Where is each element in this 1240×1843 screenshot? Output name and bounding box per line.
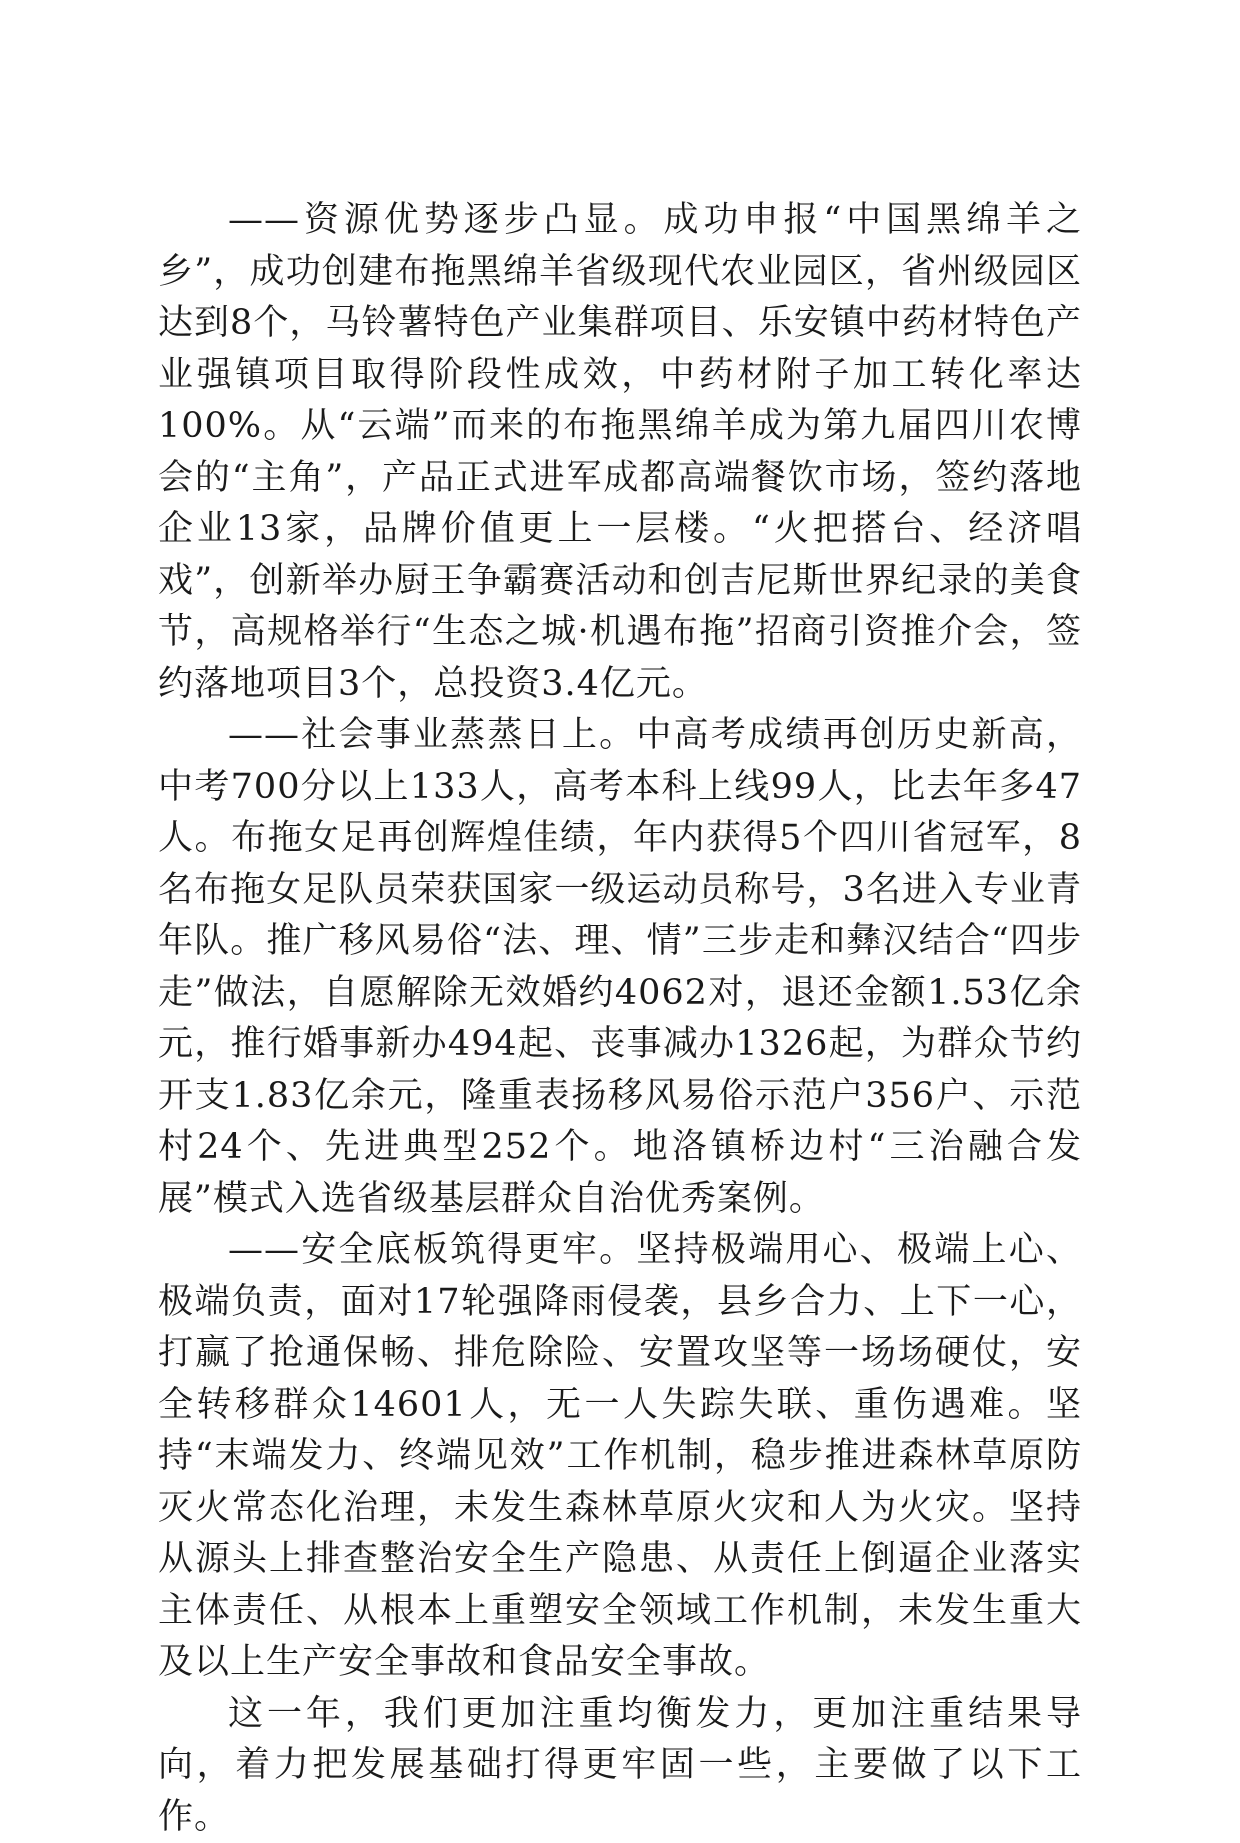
paragraph-social-undertakings: ——社会事业蒸蒸日上。中高考成绩再创历史新高，中考700分以上133人，高考本科上线99人，比去年多47人。布拖女足再创辉煌佳绩，年内获得5个四川省冠军，8名布拖女足队员荣获国家一级运动员称号，3名进入专业青年队。推广移风易俗“法、理、情”三步走和彝汉结合“四步走”做法，自愿解除无效婚约4062对，退还金额1.53亿余元，推行婚事新办494起、丧事减办1326起，为群众节约开支1.83亿余元，隆重表扬移风易俗示范户356户、示范村24个、先进典型252个。地洛镇桥边村“三治融合发展”模式入选省级基层群众自治优秀案例。 — [158, 710, 1082, 1225]
paragraph-safety-baseline: ——安全底板筑得更牢。坚持极端用心、极端上心、极端负责，面对17轮强降雨侵袭，县乡合力、上下一心，打赢了抢通保畅、排危除险、安置攻坚等一场场硬仗，安全转移群众14601人，无一人失踪失联、重伤遇难。坚持“末端发力、终端见效”工作机制，稳步推进森林草原防灭火常态化治理，未发生森林草原火灾和人为火灾。坚持从源头上排查整治安全生产隐患、从责任上倒逼企业落实主体责任、从根本上重塑安全领域工作机制，未发生重大及以上生产安全事故和食品安全事故。 — [158, 1225, 1082, 1689]
paragraph-summary: 这一年，我们更加注重均衡发力，更加注重结果导向，着力把发展基础打得更牢固一些，主要做了以下工作。 — [158, 1689, 1082, 1843]
document-body — [158, 195, 1082, 1843]
paragraph-resource-advantage: ——资源优势逐步凸显。成功申报“中国黑绵羊之乡”，成功创建布拖黑绵羊省级现代农业园区，省州级园区达到8个，马铃薯特色产业集群项目、乐安镇中药材特色产业强镇项目取得阶段性成效，中药材附子加工转化率达100%。从“云端”而来的布拖黑绵羊成为第九届四川农博会的“主角”，产品正式进军成都高端餐饮市场，签约落地企业13家，品牌价值更上一层楼。“火把搭台、经济唱戏”，创新举办厨王争霸赛活动和创吉尼斯世界纪录的美食节，高规格举行“生态之城·机遇布拖”招商引资推介会，签约落地项目3个，总投资3.4亿元。 — [158, 195, 1082, 710]
